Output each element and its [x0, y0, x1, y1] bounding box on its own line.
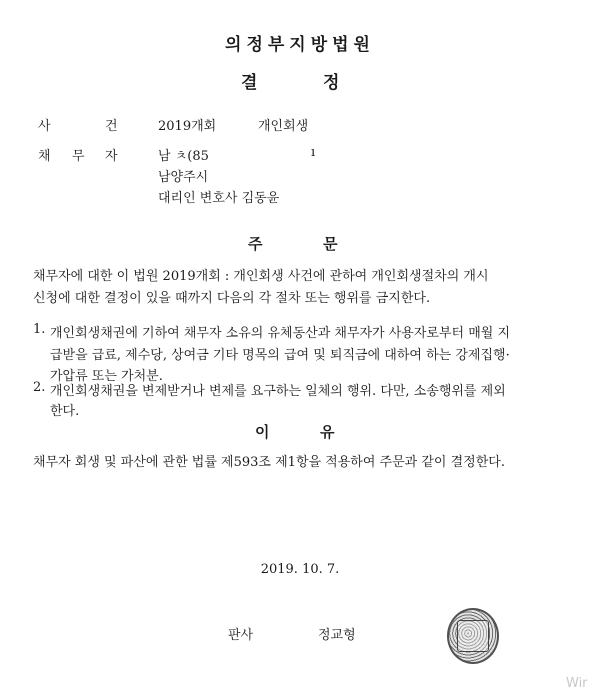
reason-text: 채무자 회생 및 파산에 관한 법률 제593조 제1항을 적용하여 주문과 같이 결정한다. [33, 455, 505, 470]
case-number: 2019개회 [158, 119, 217, 134]
decision-date: 2019. 10. 7. [260, 562, 340, 577]
order-heading-char-2: 문 [323, 235, 338, 253]
court-seal-stamp [447, 608, 499, 664]
debtor-address: 남양주시 [158, 170, 209, 185]
document-title-char-1: 결 [241, 73, 258, 93]
watermark-text: Wir [566, 676, 588, 691]
order-item-1-number: 1. [33, 322, 46, 337]
court-name: 의정부지방법원 [225, 35, 375, 55]
debtor-name: 남 ㅊ(85 [158, 149, 209, 164]
order-heading-char-1: 주 [248, 235, 263, 253]
order-item-1-line-1: 개인회생채권에 기하여 채무자 소유의 유체동산과 채무자가 사용자로부터 매월 지 [50, 326, 511, 341]
debtor-label-char-1: 채 [38, 149, 51, 164]
judge-name: 정교형 [318, 628, 356, 643]
order-item-1-line-2: 급받을 급료, 제수당, 상여금 기타 명목의 급여 및 퇴직금에 대하여 하는 강제집행· [50, 348, 510, 363]
debtor-label-char-3: 자 [105, 149, 118, 164]
case-label-char-2: 건 [105, 119, 118, 134]
case-name: 개인회생 [258, 119, 309, 134]
order-text-line-1: 채무자에 대한 이 법원 2019개회 : 개인회생 사건에 관하여 개인회생절차의 개시 [33, 269, 489, 284]
debtor-attorney: 대리인 변호사 김동윤 [158, 191, 280, 206]
order-text-line-2: 신청에 대한 결정이 있을 때까지 다음의 각 절차 또는 행위를 금지한다. [33, 291, 431, 306]
order-item-2-line-1: 개인회생채권을 변제받거나 변제를 요구하는 일체의 행위. 다만, 소송행위를 제외 [50, 384, 506, 399]
debtor-label-char-2: 무 [72, 149, 85, 164]
reason-heading-char-1: 이 [255, 423, 270, 441]
debtor-redaction-mark: ı [311, 145, 316, 160]
order-item-2-line-2: 한다. [50, 404, 80, 419]
judge-title: 판사 [228, 628, 254, 643]
court-seal-inner-square [457, 620, 489, 652]
reason-heading-char-2: 유 [320, 423, 335, 441]
order-item-2-number: 2. [33, 380, 46, 395]
order-item-1-line-3: 가압류 또는 가처분. [50, 369, 163, 384]
document-title-char-2: 정 [323, 73, 340, 93]
case-label-char-1: 사 [38, 119, 51, 134]
